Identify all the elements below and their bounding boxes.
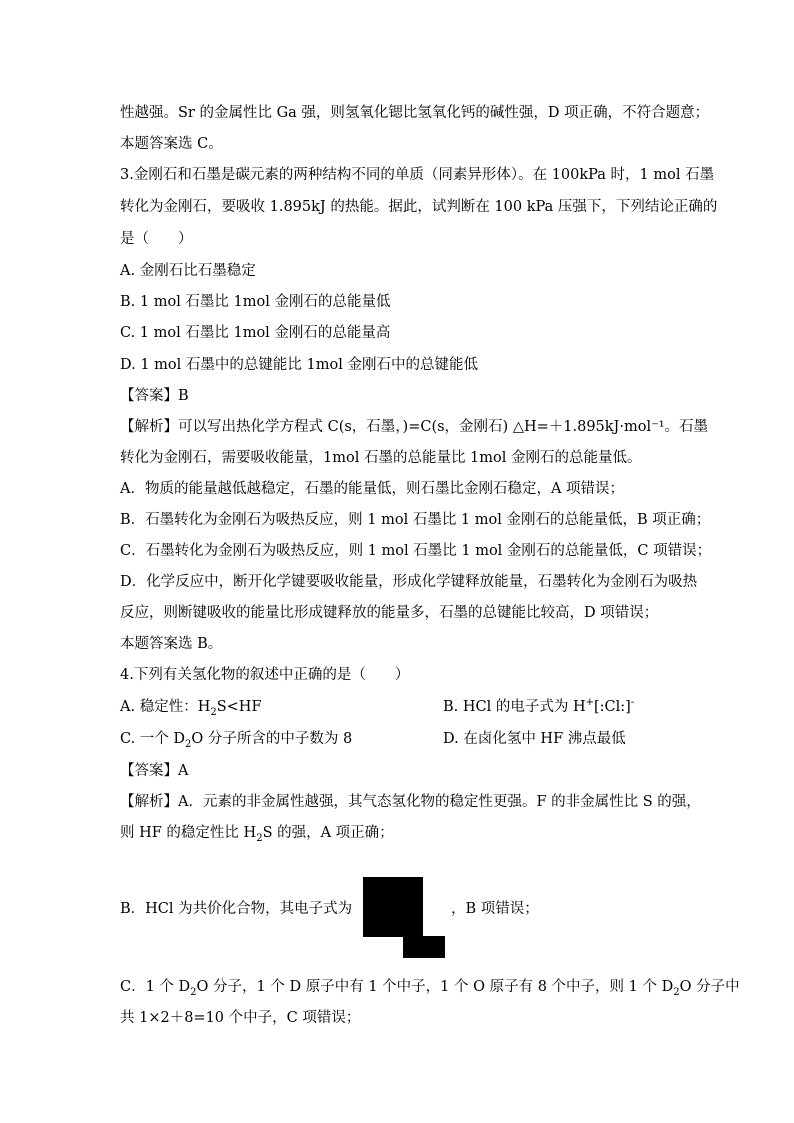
- question-3-stem: 是（ ）: [120, 231, 193, 247]
- question-3-stem: 3.金刚石和石墨是碳元素的两种结构不同的单质（同素异形体）。在 100kPa 时，1 mol 石墨: [120, 167, 715, 183]
- explanation-line: B．HCl 为共价化合物，其电子式为: [120, 901, 353, 917]
- text-line: 本题答案选 B。: [120, 636, 223, 652]
- electron-formula-image: [363, 877, 423, 937]
- question-3-stem: 转化为金刚石，要吸收 1.895kJ 的热能。据此，试判断在 100 kPa 压强下，下列结论正确的: [120, 199, 718, 215]
- explanation-text: O 分子中: [679, 979, 740, 995]
- option-text: C. 一个 D: [120, 731, 186, 747]
- explanation-line: B．石墨转化为金刚石为吸热反应，则 1 mol 石墨比 1 mol 金刚石的总能量低，B 项正确；: [120, 512, 711, 528]
- explanation-text: ，B 项错误；: [451, 901, 539, 917]
- superscript: -: [630, 697, 635, 709]
- subscript: 2: [256, 832, 263, 844]
- option-b: B. 1 mol 石墨比 1mol 金刚石的总能量低: [120, 294, 391, 310]
- explanation-line: 【解析】可以写出热化学方程式 C(s，石墨，)=C(s，金刚石) △H=＋1.895kJ·mol⁻¹。石墨: [120, 419, 709, 435]
- subscript: 2: [185, 738, 192, 750]
- subscript: 2: [190, 986, 197, 998]
- text-line: 本题答案选 C。: [120, 136, 223, 152]
- explanation-line: 转化为金刚石，需要吸收能量，1mol 石墨的总能量比 1mol 金刚石的总能量低。: [120, 450, 642, 466]
- explanation-line: D．化学反应中，断开化学键要吸收能量，形成化学键释放能量，石墨转化为金刚石为吸热: [120, 574, 698, 590]
- subscript: 2: [210, 706, 217, 718]
- explanation-line: A．物质的能量越低越稳定，石墨的能量低，则石墨比金刚石稳定，A 项错误；: [120, 481, 625, 497]
- explanation-line: 反应，则断键吸收的能量比形成键释放的能量多，石墨的总键能比较高，D 项错误；: [120, 605, 659, 621]
- explanation-text: C．1 个 D: [120, 979, 191, 995]
- superscript: +: [585, 697, 595, 709]
- option-d: D. 1 mol 石墨中的总键能比 1mol 金刚石中的总键能低: [120, 357, 478, 373]
- option-d: D. 在卤化氢中 HF 沸点最低: [443, 731, 626, 747]
- explanation-line: 【解析】A．元素的非金属性越强，其气态氢化物的稳定性更强。F 的非金属性比 S 的强，: [120, 794, 701, 810]
- answer-label: 【答案】B: [120, 388, 189, 404]
- text-line: 性越强。Sr 的金属性比 Ga 强，则氢氧化锶比氢氧化钙的碱性强，D 项正确，不符合题意；: [120, 105, 710, 121]
- answer-label: 【答案】A: [120, 763, 189, 779]
- option-text: S<HF: [216, 699, 262, 715]
- option-text: A. 稳定性：H: [120, 699, 211, 715]
- option-c: C. 1 mol 石墨比 1mol 金刚石的总能量高: [120, 325, 391, 341]
- option-c: [120, 729, 352, 749]
- question-4-stem: 4.下列有关氢化物的叙述中正确的是（ ）: [120, 667, 410, 683]
- explanation-line: C．石墨转化为金刚石为吸热反应，则 1 mol 石墨比 1 mol 金刚石的总能量低，C 项错误；: [120, 543, 712, 559]
- explanation-text: S 的强，A 项正确；: [262, 825, 394, 841]
- option-text: O 分子所含的中子数为 8: [191, 731, 353, 747]
- explanation-line: 共 1×2＋8=10 个中子，C 项错误；: [120, 1010, 361, 1026]
- explanation-line: [120, 977, 740, 997]
- option-a: [120, 697, 262, 717]
- electron-formula-image: [403, 936, 445, 958]
- option-text: [:Cl:]: [594, 699, 631, 715]
- option-text: B. HCl 的电子式为 H: [443, 699, 586, 715]
- explanation-text: 则 HF 的稳定性比 H: [120, 825, 257, 841]
- explanation-line: [120, 823, 394, 843]
- explanation-text: O 分子，1 个 D 原子中有 1 个中子，1 个 O 原子有 8 个中子，则 1 个 D: [196, 979, 674, 995]
- option-b: [443, 697, 634, 717]
- option-a: A. 金刚石比石墨稳定: [120, 263, 256, 279]
- subscript: 2: [673, 986, 680, 998]
